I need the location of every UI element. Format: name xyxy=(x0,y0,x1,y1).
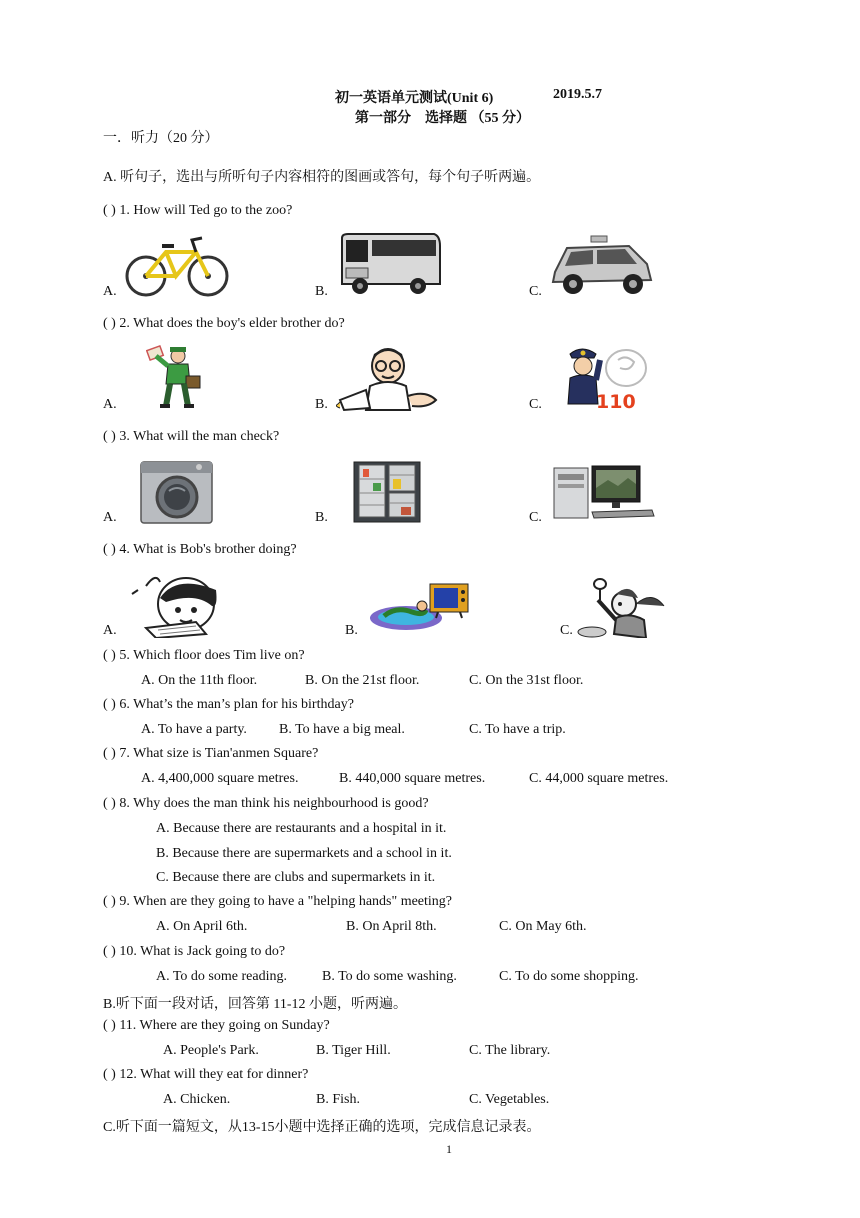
q5-option-c: C. On the 31st floor. xyxy=(469,673,584,688)
part-c-instruction: C.听下面一篇短文，从13-15小题中选择正确的选项，完成信息记录表。 xyxy=(103,1120,541,1135)
q1-option-c-label: C. xyxy=(529,284,542,299)
q4-option-b-label: B. xyxy=(345,623,358,638)
emergency-number: 110 xyxy=(596,391,636,410)
q4-option-a-label: A. xyxy=(103,623,117,638)
boy-watching-tv-icon xyxy=(368,582,472,632)
policeman-icon xyxy=(556,346,650,410)
q9-option-b: B. On April 8th. xyxy=(346,919,437,934)
page-number: 1 xyxy=(446,1142,452,1156)
q2-option-c-label: C. xyxy=(529,397,542,412)
q5-option-a: A. On the 11th floor. xyxy=(141,673,258,688)
question-4: ( ) 4. What is Bob's brother doing? xyxy=(103,542,297,557)
question-12: ( ) 12. What will they eat for dinner? xyxy=(103,1067,309,1082)
q6-option-c: C. To have a trip. xyxy=(469,722,566,737)
q8-option-b: B. Because there are supermarkets and a school in it. xyxy=(156,846,452,861)
bus-icon xyxy=(338,232,442,298)
doctor-icon xyxy=(336,346,442,412)
man-cooking-icon xyxy=(576,578,674,638)
q12-option-c: C. Vegetables. xyxy=(469,1092,550,1107)
q6-option-a: A. To have a party. xyxy=(141,722,247,737)
q2-option-a-label: A. xyxy=(103,397,117,412)
question-10: ( ) 10. What is Jack going to do? xyxy=(103,944,286,959)
q2-option-b-label: B. xyxy=(315,397,328,412)
q7-option-b: B. 440,000 square metres. xyxy=(339,771,486,786)
question-2: ( ) 2. What does the boy's elder brother do? xyxy=(103,316,345,331)
test-date: 2019.5.7 xyxy=(553,87,602,102)
postman-icon xyxy=(146,344,208,410)
question-5: ( ) 5. Which floor does Tim live on? xyxy=(103,648,305,663)
part-a-instruction: A. 听句子，选出与所听句子内容相符的图画或答句，每个句子听两遍。 xyxy=(103,170,541,185)
question-1: ( ) 1. How will Ted go to the zoo? xyxy=(103,203,293,218)
bicycle-icon xyxy=(124,232,230,298)
q4-option-c-label: C. xyxy=(560,623,573,638)
question-6: ( ) 6. What’s the man’s plan for his birthday? xyxy=(103,697,354,712)
question-8: ( ) 8. Why does the man think his neighbourhood is good? xyxy=(103,796,429,811)
q11-option-a: A. People's Park. xyxy=(163,1043,259,1058)
q8-option-c: C. Because there are clubs and supermarkets in it. xyxy=(156,870,436,885)
q9-option-c: C. On May 6th. xyxy=(499,919,587,934)
q1-option-a-label: A. xyxy=(103,284,117,299)
question-11: ( ) 11. Where are they going on Sunday? xyxy=(103,1018,330,1033)
q10-option-a: A. To do some reading. xyxy=(156,969,287,984)
q1-option-b-label: B. xyxy=(315,284,328,299)
q3-option-c-label: C. xyxy=(529,510,542,525)
question-7: ( ) 7. What size is Tian'anmen Square? xyxy=(103,746,319,761)
computer-icon xyxy=(552,464,656,520)
q7-option-a: A. 4,400,000 square metres. xyxy=(141,771,299,786)
fridge-icon xyxy=(353,461,421,523)
section-heading: 一．听力（20 分） xyxy=(103,131,219,146)
part-title: 第一部分 选择题 （55 分） xyxy=(355,111,530,126)
boy-reading-icon xyxy=(126,572,230,638)
q11-option-b: B. Tiger Hill. xyxy=(316,1043,391,1058)
question-3: ( ) 3. What will the man check? xyxy=(103,429,280,444)
q11-option-c: C. The library. xyxy=(469,1043,551,1058)
q3-option-b-label: B. xyxy=(315,510,328,525)
q3-option-a-label: A. xyxy=(103,510,117,525)
q6-option-b: B. To have a big meal. xyxy=(279,722,405,737)
q10-option-c: C. To do some shopping. xyxy=(499,969,639,984)
question-9: ( ) 9. When are they going to have a "helping hands" meeting? xyxy=(103,894,453,909)
washing-machine-icon xyxy=(139,461,214,524)
part-b-instruction: B.听下面一段对话，回答第 11-12 小题，听两遍。 xyxy=(103,997,407,1012)
q12-option-b: B. Fish. xyxy=(316,1092,360,1107)
q8-option-a: A. Because there are restaurants and a hospital in it. xyxy=(156,821,447,836)
q10-option-b: B. To do some washing. xyxy=(322,969,457,984)
test-title: 初一英语单元测试(Unit 6) xyxy=(335,91,494,106)
q7-option-c: C. 44,000 square metres. xyxy=(529,771,669,786)
taxi-icon xyxy=(549,234,655,298)
q9-option-a: A. On April 6th. xyxy=(156,919,248,934)
q5-option-b: B. On the 21st floor. xyxy=(305,673,420,688)
q12-option-a: A. Chicken. xyxy=(163,1092,231,1107)
